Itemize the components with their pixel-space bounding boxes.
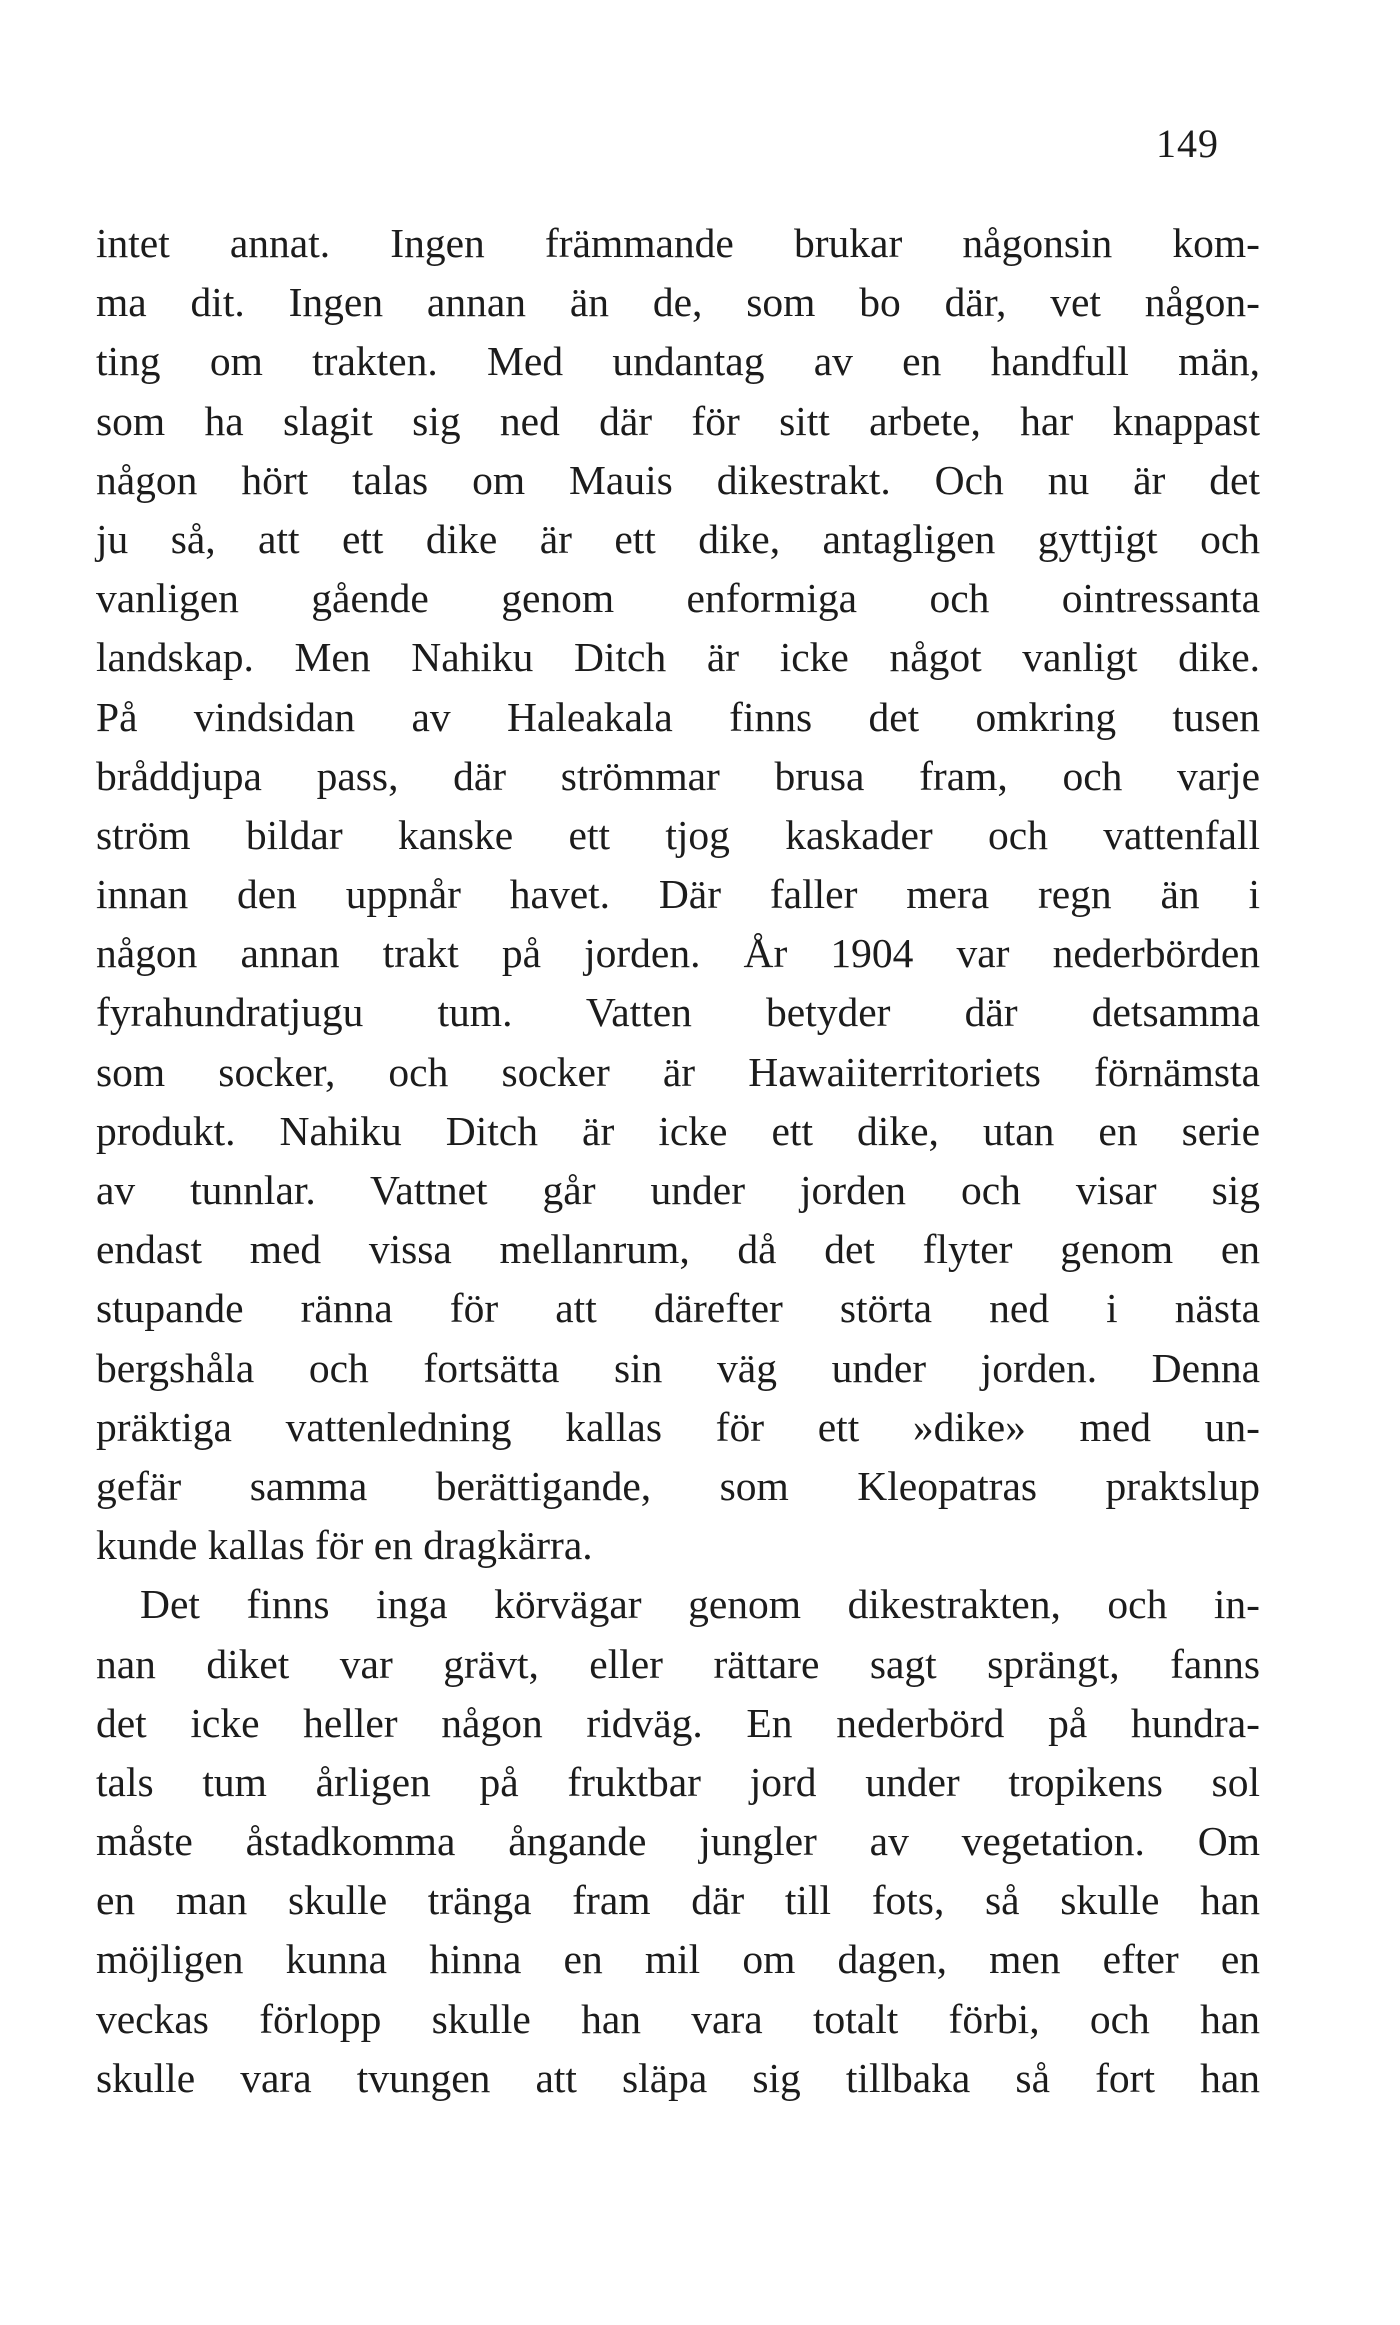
text-line: landskap. Men Nahiku Ditch är icke något vanligt dike.	[96, 634, 1260, 681]
body-text	[96, 214, 1260, 2108]
text-line: präktiga vattenledning kallas för ett »dike» med un-	[96, 1403, 1260, 1450]
text-line: som socker, och socker är Hawaiiterritoriets förnämsta	[96, 1048, 1260, 1095]
text-line: som ha slagit sig ned där för sitt arbete, har knappast	[96, 397, 1260, 444]
text-line: ma dit. Ingen annan än de, som bo där, vet någon-	[96, 279, 1260, 326]
text-line: fyrahundratjugu tum. Vatten betyder där detsamma	[96, 989, 1260, 1036]
text-line: ting om trakten. Med undantag av en handfull män,	[96, 338, 1260, 385]
paragraph-1	[96, 214, 1260, 1575]
text-line: ju så, att ett dike är ett dike, antagligen gyttjigt och	[96, 515, 1260, 562]
text-line: vanligen gående genom enformiga och ointressanta	[96, 575, 1260, 622]
text-line: intet annat. Ingen främmande brukar någonsin kom-	[96, 220, 1260, 266]
text-line: endast med vissa mellanrum, då det flyter genom en	[96, 1226, 1260, 1273]
text-line: innan den uppnår havet. Där faller mera regn än i	[96, 871, 1260, 918]
text-line: Det finns inga körvägar genom dikestrakten, och in-	[140, 1581, 1260, 1628]
text-line: måste åstadkomma ångande jungler av vegetation. Om	[96, 1818, 1260, 1865]
text-line: av tunnlar. Vattnet går under jorden och visar sig	[96, 1167, 1260, 1213]
text-line: möjligen kunna hinna en mil om dagen, men efter en	[96, 1936, 1260, 1983]
text-line: skulle vara tvungen att släpa sig tillbaka så fort han	[96, 2054, 1260, 2101]
text-line: kunde kallas för en dragkärra.	[96, 1522, 593, 1569]
text-line: gefär samma berättigande, som Kleopatras praktslup	[96, 1462, 1260, 1509]
text-line: nan diket var grävt, eller rättare sagt sprängt, fanns	[96, 1640, 1260, 1687]
text-line: stupande ränna för att därefter störta ned i nästa	[96, 1285, 1260, 1332]
text-line: tals tum årligen på fruktbar jord under tropikens sol	[96, 1758, 1260, 1805]
text-line: På vindsidan av Haleakala finns det omkring tusen	[96, 693, 1260, 740]
text-line: det icke heller någon ridväg. En nederbörd på hundra-	[96, 1699, 1260, 1746]
text-line: bråddjupa pass, där strömmar brusa fram, och varje	[96, 752, 1260, 799]
text-line: någon annan trakt på jorden. År 1904 var nederbörden	[96, 930, 1260, 977]
text-line: bergshåla och fortsätta sin väg under jorden. Denna	[96, 1344, 1260, 1391]
text-line: ström bildar kanske ett tjog kaskader och vattenfall	[96, 811, 1260, 858]
paragraph-2	[96, 1575, 1260, 2108]
text-line: en man skulle tränga fram där till fots, så skulle han	[96, 1877, 1260, 1924]
text-line: någon hört talas om Mauis dikestrakt. Och nu är det	[96, 456, 1260, 503]
text-line: veckas förlopp skulle han vara totalt förbi, och han	[96, 1995, 1260, 2042]
page-number: 149	[1156, 121, 1219, 166]
text-line: produkt. Nahiku Ditch är icke ett dike, utan en serie	[96, 1107, 1260, 1154]
